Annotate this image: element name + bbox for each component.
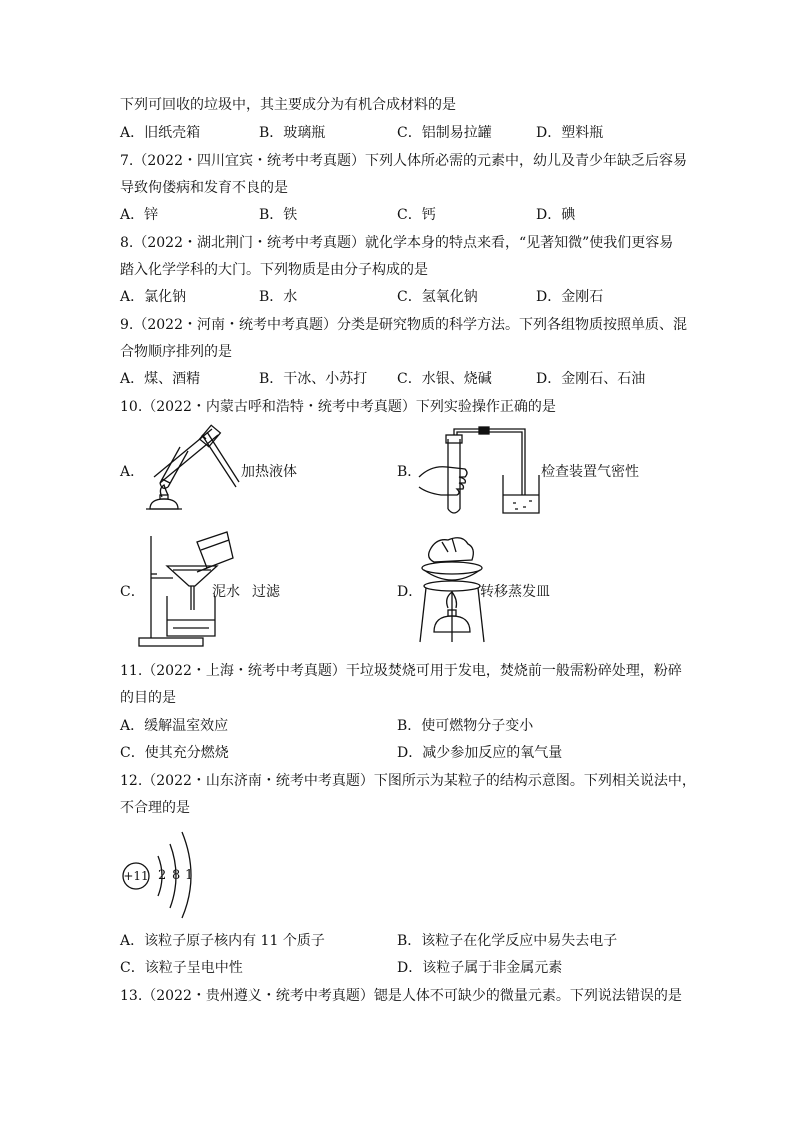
question-7-option-b: B．铁 bbox=[259, 207, 298, 223]
question-11-stem-line2: 的目的是 bbox=[120, 690, 176, 706]
question-10-stem: 10.（2022・内蒙古呼和浩特・统考中考真题）下列实验操作正确的是 bbox=[120, 399, 556, 415]
question-8-stem-line2: 踏入化学学科的大门。下列物质是由分子构成的是 bbox=[120, 262, 428, 278]
question-8-option-a: A．氯化钠 bbox=[120, 289, 187, 305]
question-12-option-b: B．该粒子在化学反应中易失去电子 bbox=[397, 933, 618, 949]
heating-liquid-illustration bbox=[140, 425, 240, 520]
airtightness-check-illustration bbox=[415, 425, 545, 520]
question-10-option-d-letter: D． bbox=[397, 584, 423, 600]
shell-1-electrons: 2 bbox=[158, 868, 167, 883]
question-7-stem-line2: 导致佝偻病和发育不良的是 bbox=[120, 180, 288, 196]
question-9-option-a: A．煤、酒精 bbox=[120, 371, 201, 387]
question-8-stem-line1: 8.（2022・湖北荆门・统考中考真题）就化学本身的特点来看，“见著知微”使我们更容易 bbox=[120, 235, 674, 251]
question-9-stem-line2: 合物顺序排列的是 bbox=[120, 344, 232, 360]
question-6-stem: 下列可回收的垃圾中，其主要成分为有机合成材料的是 bbox=[120, 97, 456, 113]
question-10-option-c-letter: C． bbox=[120, 584, 145, 600]
question-10-option-a-caption: 加热液体 bbox=[241, 464, 297, 480]
question-9-stem-line1: 9.（2022・河南・统考中考真题）分类是研究物质的科学方法。下列各组物质按照单质、混 bbox=[120, 317, 687, 333]
question-7-option-c: C．钙 bbox=[397, 207, 436, 223]
shell-3-electrons: 1 bbox=[185, 868, 194, 883]
question-7-option-d: D．碘 bbox=[536, 207, 576, 223]
question-10-option-a-letter: A． bbox=[120, 464, 145, 480]
question-12-option-c: C．该粒子呈电中性 bbox=[120, 960, 243, 976]
question-6-option-a: A．旧纸壳箱 bbox=[120, 125, 201, 141]
question-8-option-c: C．氢氧化钠 bbox=[397, 289, 478, 305]
question-10-option-c-caption-filter: 过滤 bbox=[252, 584, 280, 600]
shell-2-electrons: 8 bbox=[172, 868, 181, 883]
question-9-option-c: C．水银、烧碱 bbox=[397, 371, 492, 387]
question-7-stem-line1: 7.（2022・四川宜宾・统考中考真题）下列人体所必需的元素中，幼儿及青少年缺乏后容易 bbox=[120, 153, 687, 169]
question-12-stem-line1: 12.（2022・山东济南・统考中考真题）下图所示为某粒子的结构示意图。下列相关说法中， bbox=[120, 773, 696, 789]
nucleus-charge: +11 bbox=[123, 869, 149, 883]
question-11-stem-line1: 11.（2022・上海・统考中考真题）干垃圾焚烧可用于发电，焚烧前一般需粉碎处理，粉碎 bbox=[120, 663, 682, 679]
question-10-option-b-letter: B． bbox=[397, 464, 422, 480]
question-10-option-b-caption: 检查装置气密性 bbox=[541, 464, 639, 480]
question-11-option-c: C．使其充分燃烧 bbox=[120, 745, 229, 761]
question-9-option-b: B．干冰、小苏打 bbox=[259, 371, 368, 387]
question-6-option-c: C．铝制易拉罐 bbox=[397, 125, 492, 141]
question-7-option-a: A．锌 bbox=[120, 207, 159, 223]
question-13-stem: 13.（2022・贵州遵义・统考中考真题）锶是人体不可缺少的微量元素。下列说法错误的是 bbox=[120, 988, 682, 1004]
question-8-option-b: B．水 bbox=[259, 289, 298, 305]
question-12-option-d: D．该粒子属于非金属元素 bbox=[397, 960, 563, 976]
question-11-option-d: D．减少参加反应的氧气量 bbox=[397, 745, 563, 761]
question-9-option-d: D．金刚石、石油 bbox=[536, 371, 646, 387]
question-11-option-a: A．缓解温室效应 bbox=[120, 718, 229, 734]
question-10-option-c-caption-mud-water: 泥水 bbox=[212, 584, 240, 600]
question-6-option-d: D．塑料瓶 bbox=[536, 125, 604, 141]
question-8-option-d: D．金刚石 bbox=[536, 289, 604, 305]
question-12-stem-line2: 不合理的是 bbox=[120, 800, 190, 816]
question-12-option-a: A．该粒子原子核内有 11 个质子 bbox=[120, 933, 325, 949]
question-6-option-b: B．玻璃瓶 bbox=[259, 125, 326, 141]
question-11-option-b: B．使可燃物分子变小 bbox=[397, 718, 534, 734]
atom-structure-diagram bbox=[118, 826, 218, 918]
question-10-option-d-caption: 转移蒸发皿 bbox=[480, 584, 550, 600]
